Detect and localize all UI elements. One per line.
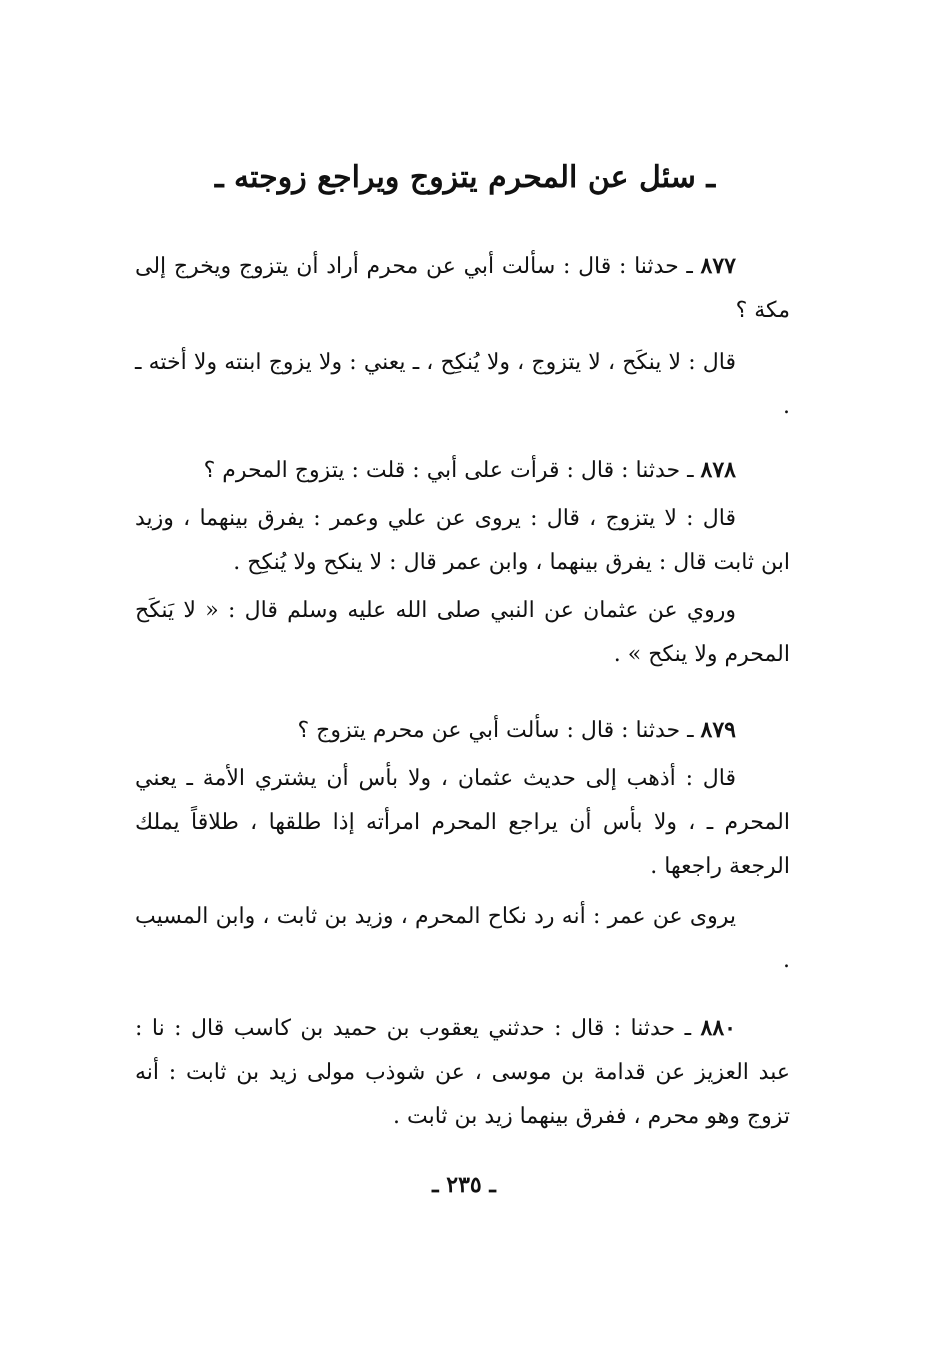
hadith-877-question-text: ـ حدثنا : قال : سألت أبي عن محرم أراد أن يتزوج ويخرج إلى مكة ؟ xyxy=(135,254,790,323)
hadith-877-question xyxy=(135,244,790,333)
hadith-878 xyxy=(135,448,790,677)
hadith-879 xyxy=(135,708,790,983)
hadith-879-question-text: ـ حدثنا : قال : سألت أبي عن محرم يتزوج ؟ xyxy=(297,718,694,743)
hadith-878-question xyxy=(135,448,790,493)
hadith-878-number: ٨٧٨ xyxy=(700,457,736,483)
hadith-879-number: ٨٧٩ xyxy=(700,717,736,743)
hadith-878-question-text: ـ حدثنا : قال : قرأت على أبي : قلت : يتزوج المحرم ؟ xyxy=(203,458,694,483)
hadith-877-answer: قال : لا ينكَح ، لا يتزوج ، ولا يُنكِح ، ـ يعني : ولا يزوج ابنته ولا أخته ـ . xyxy=(135,350,790,419)
hadith-880-body: ـ حدثنا : قال : حدثني يعقوب بن حميد بن كاسب قال : نا : عبد العزيز عن قدامة بن موسى ، عن شوذب مولى زيد بن ثابت : أنه تزوج وهو محرم ، ففرق بينهما زيد بن ثابت . xyxy=(135,1016,790,1129)
hadith-877-number: ٨٧٧ xyxy=(700,253,736,279)
hadith-877 xyxy=(135,244,790,429)
hadith-880-number: ٨٨٠ xyxy=(700,1015,736,1041)
page-number: ـ ٢٣٥ ـ xyxy=(432,1172,496,1198)
hadith-879-note: يروى عن عمر : أنه رد نكاح المحرم ، وزيد بن ثابت ، وابن المسيب . xyxy=(135,904,790,973)
hadith-879-question xyxy=(135,708,790,753)
chapter-title: ـ سئل عن المحرم يتزوج ويراجع زوجته ـ xyxy=(214,160,716,195)
hadith-878-note: وروي عن عثمان عن النبي صلى الله عليه وسلم قال : « لا يَنكَح المحرم ولا ينكح » . xyxy=(135,598,790,667)
hadith-880-text xyxy=(135,1006,790,1139)
hadith-880 xyxy=(135,1006,790,1139)
hadith-879-answer: قال : أذهب إلى حديث عثمان ، ولا بأس أن يشتري الأمة ـ يعني المحرم ـ ، ولا بأس أن يراجع المحرم امرأته إذا طلقها ، طلاقاً يملك الرجعة راجعها . xyxy=(135,766,790,879)
hadith-878-answer: قال : لا يتزوج ، قال : يروى عن علي وعمر : يفرق بينهما ، وزيد ابن ثابت قال : يفرق بينهما ، وابن عمر قال : لا ينكح ولا يُنكِح . xyxy=(135,506,790,575)
